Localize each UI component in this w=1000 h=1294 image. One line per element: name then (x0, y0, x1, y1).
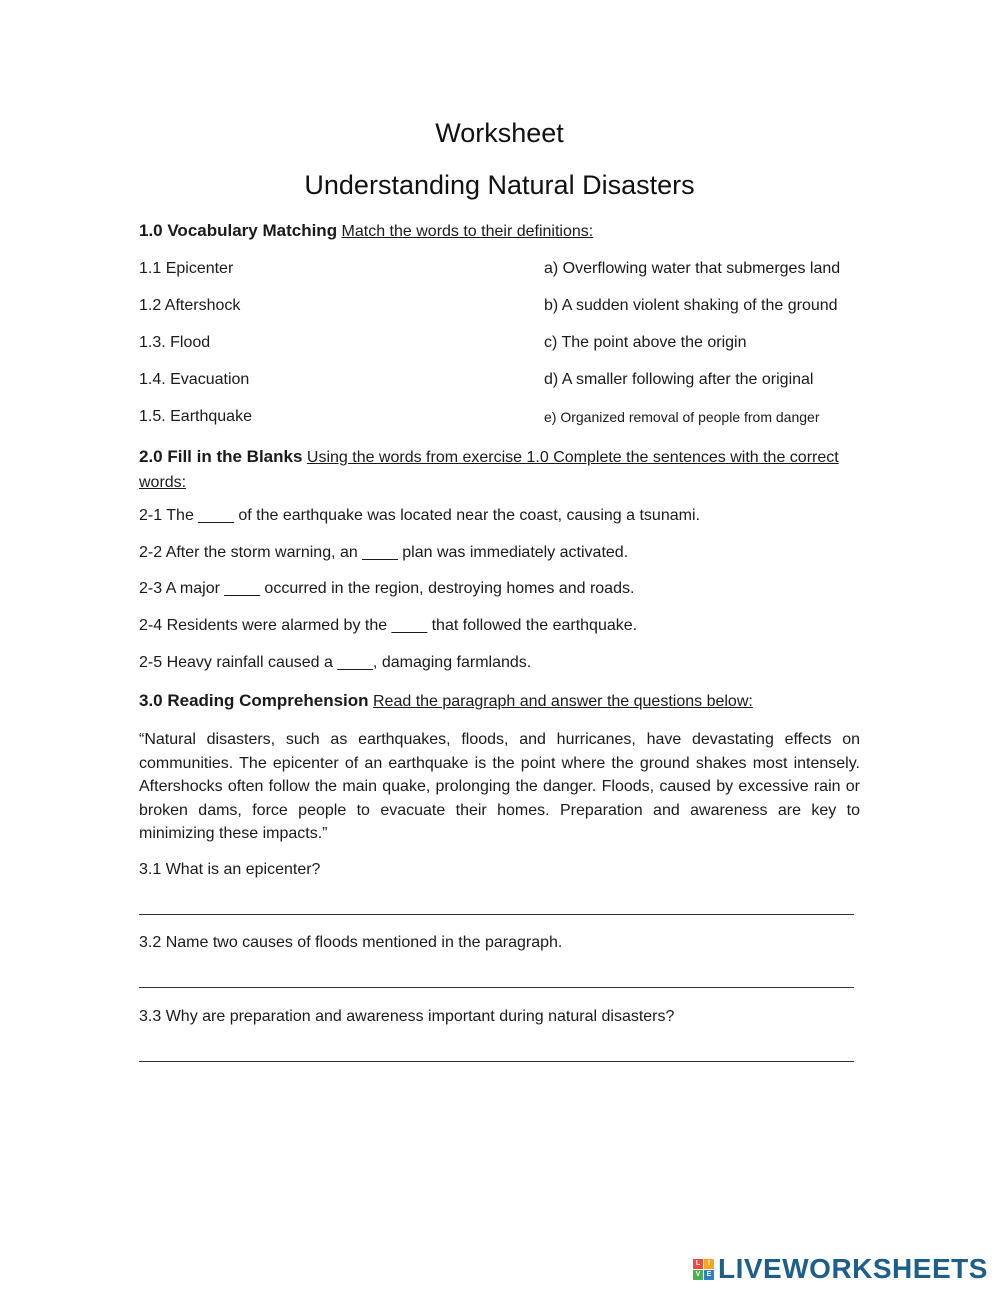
section2-heading: 2.0 Fill in the Blanks (139, 447, 303, 466)
question: 3.2 Name two causes of floods mentioned in the paragraph. (139, 934, 563, 951)
fill-sentence: 2-4 Residents were alarmed by the ____ that followed the earthquake. (139, 617, 638, 634)
answer-line[interactable] (139, 987, 854, 988)
section1-heading-line (139, 221, 593, 241)
fill-sentence: 2-2 After the storm warning, an ____ plan was immediately activated. (139, 544, 629, 561)
question: 3.1 What is an epicenter? (139, 861, 321, 878)
vocab-word: 1.5. Earthquake (139, 408, 252, 425)
fill-sentence: 2-1 The ____ of the earthquake was located near the coast, causing a tsunami. (139, 507, 700, 524)
section3-instruction: Read the paragraph and answer the questions below: (373, 693, 753, 710)
page-subtitle: Understanding Natural Disasters (304, 170, 695, 200)
vocab-word: 1.4. Evacuation (139, 371, 250, 388)
logo-mark-i: I (704, 1259, 714, 1269)
logo-text: LIVEWORKSHEETS (718, 1253, 988, 1284)
vocab-word: 1.2 Aftershock (139, 297, 241, 314)
vocab-word: 1.1 Epicenter (139, 260, 234, 277)
vocab-definition: b) A sudden violent shaking of the ground (544, 297, 838, 314)
section2-heading-block (139, 444, 860, 495)
vocab-definition: e) Organized removal of people from danger (544, 409, 820, 425)
section1-instruction: Match the words to their definitions: (341, 223, 594, 240)
vocab-definition: a) Overflowing water that submerges land (544, 260, 841, 277)
vocab-definition: d) A smaller following after the original (544, 371, 814, 388)
section2-instruction: Using the words from exercise 1.0 Complete the sentences with the correct words: (139, 449, 839, 491)
logo-mark-e: E (704, 1270, 714, 1280)
answer-line[interactable] (139, 914, 854, 915)
section3-heading: 3.0 Reading Comprehension (139, 691, 369, 710)
fill-sentence: 2-3 A major ____ occurred in the region, destroying homes and roads. (139, 580, 635, 597)
logo-mark-l: L (693, 1259, 703, 1269)
liveworksheets-logo-icon (693, 1259, 714, 1280)
reading-paragraph: “Natural disasters, such as earthquakes, floods, and hurricanes, have devastating effects on communities. The epicenter of an earthquake is the point where the ground shakes most intensely. Aftershocks often follow the main quake, prolonging the danger. Floods, caused by excessive rain or broken dams, force people to evacuate their homes. Preparation and awareness are key to minimizing these impacts.” (139, 731, 860, 843)
vocab-definition: c) The point above the origin (544, 334, 747, 351)
vocab-word: 1.3. Flood (139, 334, 211, 351)
section3-heading-line (139, 691, 753, 711)
question: 3.3 Why are preparation and awareness important during natural disasters? (139, 1008, 675, 1025)
answer-line[interactable] (139, 1061, 854, 1062)
fill-sentence: 2-5 Heavy rainfall caused a ____, damaging farmlands. (139, 654, 532, 671)
page-title: Worksheet (435, 118, 564, 148)
liveworksheets-logo (693, 1254, 988, 1284)
section1-heading: 1.0 Vocabulary Matching (139, 221, 338, 240)
logo-mark-v: V (693, 1270, 703, 1280)
